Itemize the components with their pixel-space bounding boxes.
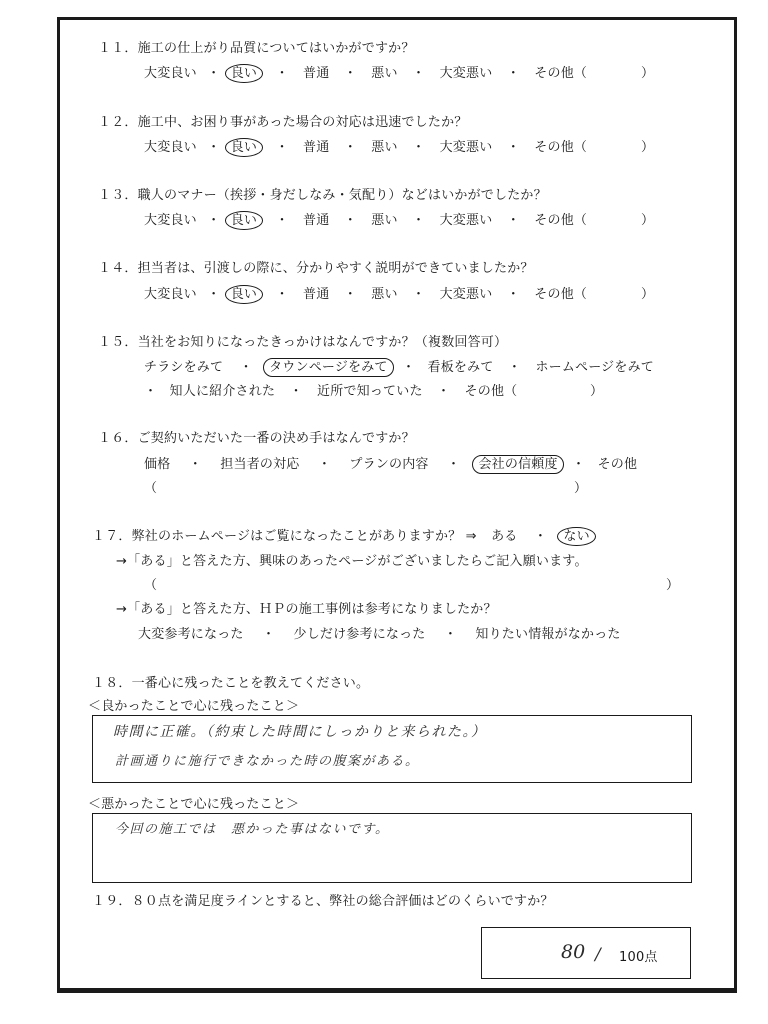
q19-score-box[interactable] <box>481 927 691 979</box>
q15-option-homepage[interactable]: ホームページをみて <box>535 360 654 375</box>
q13-option-normal[interactable]: 普通 <box>303 213 330 228</box>
q17-sub1-open: （ <box>144 578 158 593</box>
q15-option-town-page-selected[interactable]: タウンページをみて <box>263 358 394 377</box>
q14-option-bad[interactable]: 悪い <box>371 287 398 302</box>
q11-option-very-good[interactable]: 大変良い <box>144 66 197 81</box>
q18-good-answer-box[interactable] <box>92 715 692 783</box>
q15-options-row1: チラシをみて ・ タウンページをみて ・ 看板をみて ・ ホームページをみて <box>144 360 654 375</box>
q13-option-very-good[interactable]: 大変良い <box>144 213 197 228</box>
q14-other-close: ） <box>641 287 655 302</box>
q12-option-very-good[interactable]: 大変良い <box>144 140 197 155</box>
q12-question: １２．施工中、お困り事があった場合の対応は迅速でしたか？ <box>98 115 468 130</box>
q16-options: 価格 ・ 担当者の対応 ・ プランの内容 ・ 会社の信頼度 ・ その他 <box>144 457 638 472</box>
q17-sub2: →「ある」と答えた方、ＨＰの施工事例は参考になりましたか？ <box>116 602 497 617</box>
q14-option-very-good[interactable]: 大変良い <box>144 287 197 302</box>
q17-sub2-options: 大変参考になった ・ 少しだけ参考になった ・ 知りたい情報がなかった <box>138 627 621 642</box>
q14-option-other[interactable]: その他（ <box>534 287 588 302</box>
q15-option-referral[interactable]: 知人に紹介された <box>169 384 276 399</box>
q13-option-bad[interactable]: 悪い <box>371 213 398 228</box>
q11-option-other[interactable]: その他（ <box>534 66 588 81</box>
q17-question: １７．弊社のホームページはご覧になったことがありますか？ ⇒ <box>92 529 477 544</box>
q16-other-open: （ <box>144 481 158 496</box>
q16-option-trust-selected[interactable]: 会社の信頼度 <box>472 455 563 474</box>
q15-option-other[interactable]: その他（ <box>464 384 518 399</box>
q14-options: 大変良い ・ 良い ・ 普通 ・ 悪い ・ 大変悪い ・ その他（ <box>144 287 588 302</box>
q11-option-bad[interactable]: 悪い <box>371 66 398 81</box>
q12-option-good-selected[interactable]: 良い <box>225 138 263 157</box>
q16-option-price[interactable]: 価格 <box>144 457 171 472</box>
q16-question: １６．ご契約いただいた一番の決め手はなんですか？ <box>98 431 415 446</box>
q14-option-normal[interactable]: 普通 <box>303 287 330 302</box>
q12-options: 大変良い ・ 良い ・ 普通 ・ 悪い ・ 大変悪い ・ その他（ <box>144 140 588 155</box>
q16-option-plan[interactable]: プランの内容 <box>349 457 429 472</box>
q15-options-row2: ・ 知人に紹介された ・ 近所で知っていた ・ その他（ <box>144 384 518 399</box>
q12-other-close: ） <box>641 140 655 155</box>
q17-sub2-option-no-info[interactable]: 知りたい情報がなかった <box>475 627 621 642</box>
q11-option-very-bad[interactable]: 大変悪い <box>439 66 493 81</box>
q11-option-good-selected[interactable]: 良い <box>225 64 263 83</box>
q18-question: １８．一番心に残ったことを教えてください。 <box>92 676 370 691</box>
q17-option-no-selected[interactable]: ない <box>557 527 595 546</box>
q16-option-other[interactable]: その他 <box>597 457 638 472</box>
q12-option-very-bad[interactable]: 大変悪い <box>439 140 493 155</box>
q18-good-line-2: 計画通りに施行できなかった時の腹案がある。 <box>115 754 420 769</box>
q13-options: 大変良い ・ 良い ・ 普通 ・ 悪い ・ 大変悪い ・ その他（ <box>144 213 588 228</box>
q17-sub1: →「ある」と答えた方、興味のあったページがございましたらご記入願います。 <box>116 554 588 569</box>
q13-option-very-bad[interactable]: 大変悪い <box>439 213 493 228</box>
q17-sub2-option-slightly-helpful[interactable]: 少しだけ参考になった <box>293 627 426 642</box>
q16-option-staff[interactable]: 担当者の対応 <box>220 457 300 472</box>
q13-question: １３．職人のマナー（挨拶・身だしなみ・気配り）などはいかがでしたか？ <box>98 188 547 203</box>
q17-option-yes[interactable]: ある <box>491 529 518 544</box>
q18-bad-answer-box[interactable] <box>92 813 692 883</box>
q11-option-normal[interactable]: 普通 <box>303 66 330 81</box>
q13-option-other[interactable]: その他（ <box>534 213 588 228</box>
q11-options: 大変良い ・ 良い ・ 普通 ・ 悪い ・ 大変悪い ・ その他（ <box>144 66 588 81</box>
q14-option-good-selected[interactable]: 良い <box>225 285 263 304</box>
q12-option-normal[interactable]: 普通 <box>303 140 330 155</box>
q17-sub2-option-very-helpful[interactable]: 大変参考になった <box>138 627 244 642</box>
q17-sub1-close: ） <box>666 578 680 593</box>
q11-question: １１．施工の仕上がり品質についてはいかがですか？ <box>98 41 415 56</box>
q15-option-signboard[interactable]: 看板をみて <box>427 360 494 375</box>
q18-good-line-1: 時間に正確。（約束した時間にしっかりと来られた。） <box>113 724 487 740</box>
q17-row: １７．弊社のホームページはご覧になったことがありますか？ ⇒ ある ・ ない <box>92 529 590 545</box>
q13-other-close: ） <box>641 213 655 228</box>
q19-score-max: 100点 <box>619 950 658 965</box>
q16-other-close: ） <box>574 481 588 496</box>
q19-score-slash: / <box>595 945 601 965</box>
q15-option-flyer[interactable]: チラシをみて <box>144 360 224 375</box>
q14-question: １４．担当者は、引渡しの際に、分かりやすく説明ができていましたか？ <box>98 261 534 276</box>
q11-other-close: ） <box>641 66 655 81</box>
q18-bad-label: ＜悪かったことで心に残ったこと＞ <box>88 797 300 812</box>
q13-option-good-selected[interactable]: 良い <box>225 211 263 230</box>
q18-good-label: ＜良かったことで心に残ったこと＞ <box>88 699 300 714</box>
q12-option-other[interactable]: その他（ <box>534 140 588 155</box>
q18-bad-line-1: 今回の施工では 悪かった事はないです。 <box>115 822 390 837</box>
q15-other-close: ） <box>590 384 604 399</box>
q12-option-bad[interactable]: 悪い <box>371 140 398 155</box>
q15-question: １５．当社をお知りになったきっかけはなんですか？（複数回答可） <box>98 335 508 350</box>
q19-score-value: 80 <box>561 941 586 963</box>
q15-option-neighborhood[interactable]: 近所で知っていた <box>317 384 423 399</box>
q14-option-very-bad[interactable]: 大変悪い <box>439 287 493 302</box>
q19-question: １９．８０点を満足度ラインとすると、弊社の総合評価はどのくらいですか？ <box>92 894 554 909</box>
